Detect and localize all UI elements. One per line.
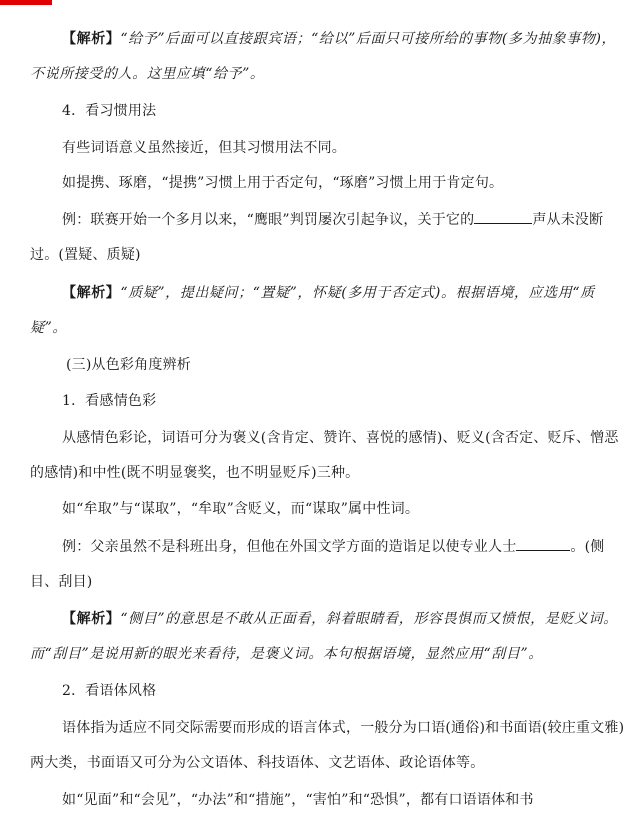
analysis-paragraph-2-cont: 疑”。 <box>30 320 67 336</box>
example-question-1-cont: 过。(置疑、质疑) <box>30 247 141 263</box>
body-paragraph: 语体指为适应不同交际需要而形成的语言体式，一般分为口语(通俗)和书面语(较庄重文雅) <box>62 720 625 736</box>
body-paragraph-cont: 两大类，书面语又可分为公文语体、科技语体、文艺语体、政论语体等。 <box>30 755 485 771</box>
analysis-paragraph-3-cont: 而“刮目”是说用新的眼光来看待，是褒义词。本句根据语境，显然应用“刮目”。 <box>30 646 543 662</box>
body-paragraph-cont: 的感情)和中性(既不明显褒奖，也不明显贬斥)三种。 <box>30 465 360 481</box>
body-paragraph: 有些词语意义虽然接近，但其习惯用法不同。 <box>62 140 346 156</box>
analysis-label: 【解析】 <box>62 31 121 47</box>
example-question-2: 例：父亲虽然不是科班出身，但他在外国文学方面的造诣足以使专业人士 。(侧 <box>62 536 604 557</box>
analysis-paragraph-3: 【解析】“侧目”的意思是不敢从正面看，斜着眼睛看，形容畏惧而又愤恨，是贬义词。 <box>62 611 618 627</box>
section-heading-color: (三)从色彩角度辨析 <box>66 357 191 373</box>
section-heading-register: 2．看语体风格 <box>62 683 157 699</box>
example-question-1: 例：联赛开始一个多月以来，“鹰眼”判罚屡次引起争议，关于它的 声从未没断 <box>62 209 603 230</box>
analysis-paragraph-2: 【解析】“质疑”，提出疑问；“置疑”，怀疑(多用于否定式)。根据语境，应选用“质 <box>62 285 595 301</box>
analysis-label: 【解析】 <box>62 611 121 627</box>
answer-blank <box>516 536 570 551</box>
body-paragraph: 如“见面”和“会见”，“办法”和“措施”，“害怕”和“恐惧”，都有口语语体和书 <box>62 792 534 808</box>
analysis-paragraph-1-cont: 不说所接受的人。这里应填“给予”。 <box>30 66 265 82</box>
body-paragraph: 如“牟取”与“谋取”，“牟取”含贬义，而“谋取”属中性词。 <box>62 501 420 517</box>
body-paragraph: 从感情色彩论，词语可分为褒义(含肯定、赞许、喜悦的感情)、贬义(含否定、贬斥、憎恶 <box>62 430 619 446</box>
body-paragraph: 如提携、琢磨，“提携”习惯上用于否定句，“琢磨”习惯上用于肯定句。 <box>62 175 504 191</box>
answer-blank <box>474 209 532 224</box>
analysis-paragraph-1: 【解析】“给予”后面可以直接跟宾语；“给以”后面只可接所给的事物(多为抽象事物)， <box>62 31 617 47</box>
header-accent-bar <box>0 0 52 5</box>
section-heading-habit: 4．看习惯用法 <box>62 103 157 119</box>
example-question-2-cont: 目、刮目) <box>30 574 93 590</box>
analysis-label: 【解析】 <box>62 285 121 301</box>
section-heading-emotion: 1．看感情色彩 <box>62 393 157 409</box>
